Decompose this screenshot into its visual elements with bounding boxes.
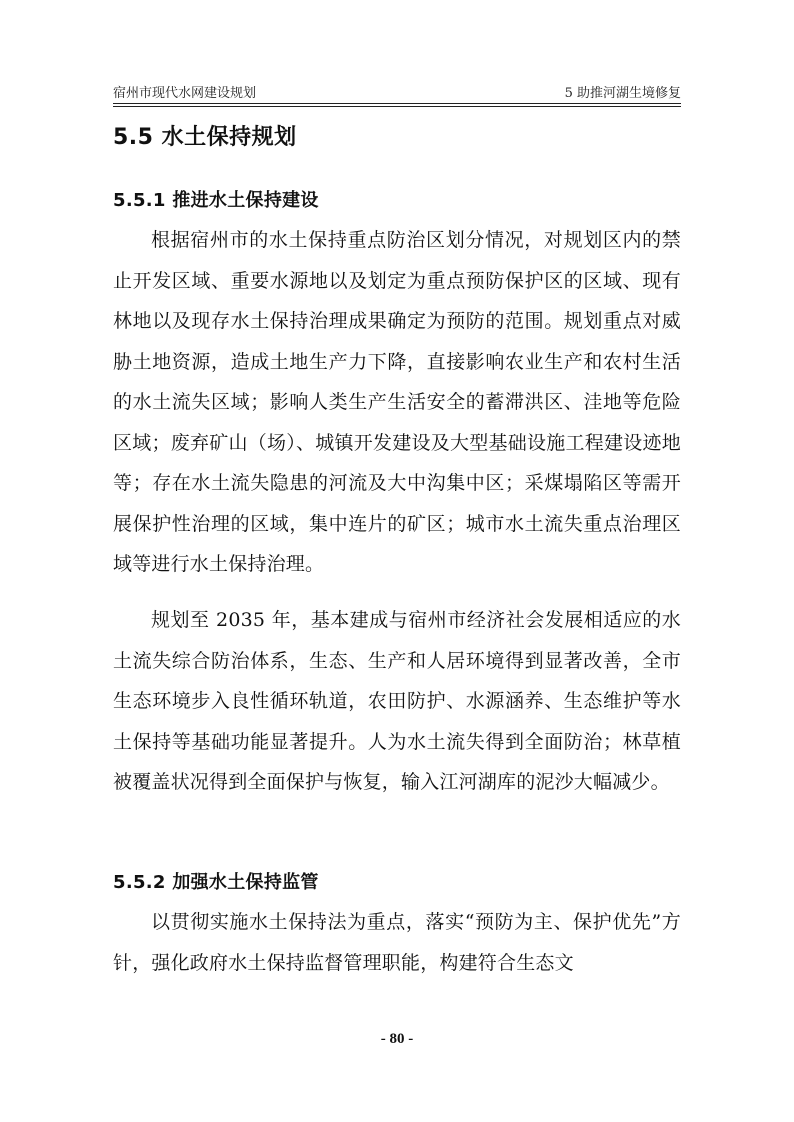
section-heading: 5.5 水土保持规划 — [113, 125, 297, 150]
header-document-title: 宿州市现代水网建设规划 — [113, 86, 257, 101]
running-header — [113, 80, 681, 102]
page-number: - 80 - — [380, 1031, 414, 1047]
subsection-heading-1: 5.5.1 推进水土保持建设 — [113, 190, 319, 211]
header-rule-thin — [113, 106, 681, 107]
header-rule — [113, 103, 681, 104]
subsection-heading-2: 5.5.2 加强水土保持监管 — [113, 872, 319, 893]
header-chapter-title: 5 助推河湖生境修复 — [564, 86, 681, 101]
paragraph-2: 规划至 2035 年，基本建成与宿州市经济社会发展相适应的水土流失综合防治体系，生态、生产和人居环境得到显著改善，全市生态环境步入良性循环轨道，农田防护、水源涵养、生态维护等水土保持等基础功能显著提升。人为水土流失得到全面防治；林草植被覆盖状况得到全面保护与恢复，输入江河湖库的泥沙大幅减少。 — [113, 609, 681, 793]
paragraph-3: 以贯彻实施水土保持法为重点，落实“预防为主、保护优先”方针，强化政府水土保持监督管理职能，构建符合生态文 — [113, 911, 681, 974]
paragraph-1: 根据宿州市的水土保持重点防治区划分情况，对规划区内的禁止开发区域、重要水源地以及划定为重点预防保护区的区域、现有林地以及现存水土保持治理成果确定为预防的范围。规划重点对威胁土地资源，造成土地生产力下降，直接影响农业生产和农村生活的水土流失区域；影响人类生产生活安全的蓄滞洪区、洼地等危险区域；废弃矿山（场）、城镇开发建设及大型基础设施工程建设迹地等；存在水土流失隐患的河流及大中沟集中区；采煤塌陷区等需开展保护性治理的区域，集中连片的矿区；城市水土流失重点治理区域等进行水土保持治理。 — [113, 229, 681, 575]
